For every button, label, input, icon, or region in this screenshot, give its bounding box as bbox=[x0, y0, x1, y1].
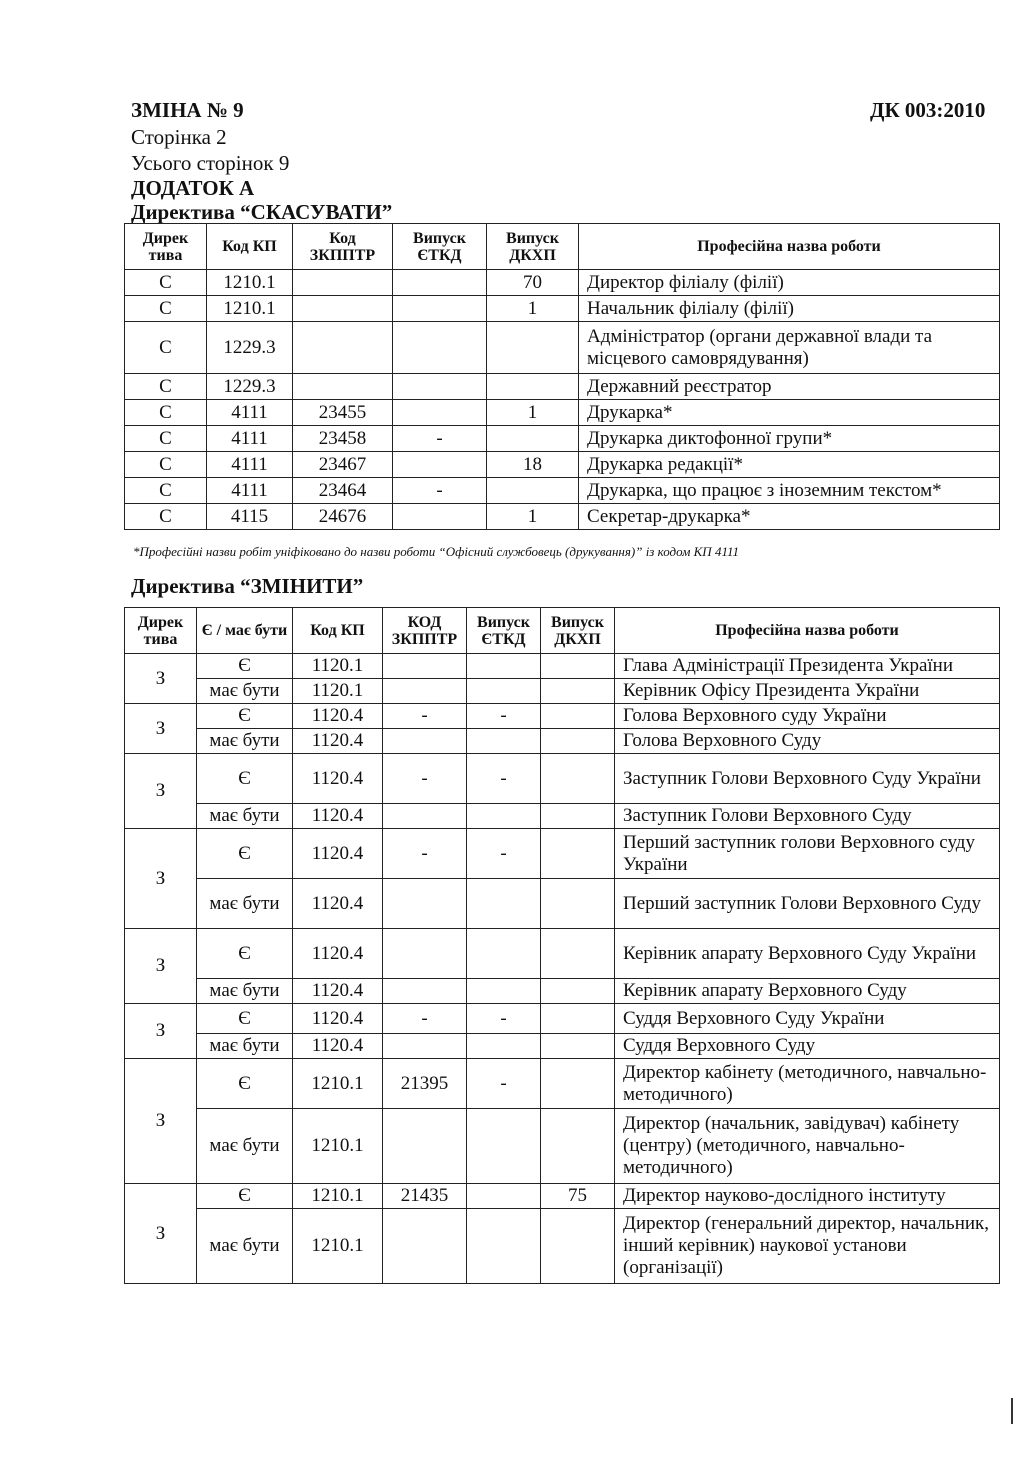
cell-vypusk-dkhp bbox=[541, 879, 615, 929]
cell-directive: С bbox=[125, 400, 207, 426]
cell-vypusk-dkhp bbox=[541, 979, 615, 1004]
cell-vypusk-dkhp bbox=[541, 754, 615, 804]
cell-kod-zkpptr bbox=[383, 654, 467, 679]
cell-vypusk-etkd: - bbox=[393, 478, 487, 504]
cell-kod-zkpptr bbox=[383, 1034, 467, 1059]
cell-vypusk-etkd bbox=[467, 979, 541, 1004]
cell-kod-zkpptr: 23458 bbox=[293, 426, 393, 452]
table-row bbox=[125, 804, 1000, 829]
table-row bbox=[125, 400, 1000, 426]
cell-vypusk-etkd bbox=[393, 452, 487, 478]
cell-vypusk-etkd: - bbox=[393, 426, 487, 452]
cell-kod-kp: 1120.4 bbox=[293, 704, 383, 729]
cell-vypusk-dkhp bbox=[487, 478, 579, 504]
table-row bbox=[125, 829, 1000, 879]
cell-kod-zkpptr bbox=[383, 929, 467, 979]
cell-profession-name: Директор кабінету (методичного, навчально-методичного) bbox=[615, 1059, 1000, 1109]
table-row bbox=[125, 426, 1000, 452]
document-code: ДК 003:2010 bbox=[870, 98, 986, 122]
cancel-footnote: *Професійні назви робіт уніфіковано до назви роботи “Офісний службовець (друкування)” із кодом КП 4111 bbox=[133, 544, 740, 559]
cell-vypusk-dkhp: 70 bbox=[487, 270, 579, 296]
cell-status: має бути bbox=[197, 1109, 293, 1184]
cell-directive: З bbox=[125, 704, 197, 754]
cell-kod-zkpptr: - bbox=[383, 1004, 467, 1034]
column-header-kod-zkpptr: КОД ЗКППТР bbox=[383, 608, 467, 654]
table-row bbox=[125, 374, 1000, 400]
cell-kod-kp: 1120.4 bbox=[293, 729, 383, 754]
cell-profession-name: Директор (генеральний директор, начальник, інший керівник) наукової установи (організації) bbox=[615, 1209, 1000, 1284]
cell-kod-zkpptr bbox=[293, 270, 393, 296]
cell-kod-zkpptr bbox=[293, 296, 393, 322]
cell-kod-zkpptr bbox=[383, 1109, 467, 1184]
cell-vypusk-etkd bbox=[393, 296, 487, 322]
cell-profession-name: Суддя Верховного Суду України bbox=[615, 1004, 1000, 1034]
table-row bbox=[125, 1034, 1000, 1059]
table-header-row bbox=[125, 224, 1000, 270]
cell-vypusk-dkhp bbox=[541, 1059, 615, 1109]
cell-directive: З bbox=[125, 754, 197, 829]
cell-vypusk-etkd bbox=[467, 929, 541, 979]
cell-kod-zkpptr: - bbox=[383, 704, 467, 729]
cell-kod-kp: 1120.4 bbox=[293, 879, 383, 929]
cell-vypusk-dkhp bbox=[541, 729, 615, 754]
column-header-directive: Дирек тива bbox=[125, 608, 197, 654]
table-row bbox=[125, 1059, 1000, 1109]
cell-vypusk-dkhp: 75 bbox=[541, 1184, 615, 1209]
cell-vypusk-dkhp: 1 bbox=[487, 296, 579, 322]
cell-kod-zkpptr bbox=[383, 679, 467, 704]
total-pages-line: Усього сторінок 9 bbox=[131, 151, 290, 175]
cell-profession-name: Глава Адміністрації Президента України bbox=[615, 654, 1000, 679]
cell-kod-kp: 4111 bbox=[207, 452, 293, 478]
cell-profession-name: Секретар-друкарка* bbox=[579, 504, 1000, 530]
cell-vypusk-dkhp bbox=[487, 426, 579, 452]
cell-kod-zkpptr bbox=[383, 729, 467, 754]
table-row bbox=[125, 1004, 1000, 1034]
cell-directive: З bbox=[125, 1059, 197, 1184]
column-header-is-should-be: Є / має бути bbox=[197, 608, 293, 654]
cell-kod-kp: 1120.4 bbox=[293, 829, 383, 879]
column-header-profession-name: Професійна назва роботи bbox=[579, 224, 1000, 270]
cell-vypusk-dkhp bbox=[541, 679, 615, 704]
table-row bbox=[125, 929, 1000, 979]
table-row bbox=[125, 504, 1000, 530]
column-header-kod-kp: Код КП bbox=[293, 608, 383, 654]
cell-kod-kp: 1120.4 bbox=[293, 1004, 383, 1034]
cell-kod-kp: 1120.4 bbox=[293, 979, 383, 1004]
table-row bbox=[125, 478, 1000, 504]
table-row bbox=[125, 729, 1000, 754]
cell-profession-name: Державний реєстратор bbox=[579, 374, 1000, 400]
column-header-kod-zkpptr: Код ЗКППТР bbox=[293, 224, 393, 270]
cell-kod-kp: 1120.4 bbox=[293, 929, 383, 979]
cell-vypusk-etkd bbox=[393, 374, 487, 400]
cell-profession-name: Адміністратор (органи державної влади та місцевого самоврядування) bbox=[579, 322, 1000, 374]
cell-kod-zkpptr bbox=[383, 979, 467, 1004]
column-header-vypusk-etkd: Випуск ЄТКД bbox=[467, 608, 541, 654]
cell-directive: З bbox=[125, 1184, 197, 1284]
cancel-directive-table bbox=[124, 223, 1000, 530]
cell-vypusk-etkd bbox=[467, 1209, 541, 1284]
table-row bbox=[125, 1184, 1000, 1209]
cell-vypusk-etkd bbox=[467, 804, 541, 829]
cell-kod-kp: 4115 bbox=[207, 504, 293, 530]
cell-status: має бути bbox=[197, 804, 293, 829]
cell-vypusk-etkd bbox=[467, 1034, 541, 1059]
cell-kod-kp: 1229.3 bbox=[207, 322, 293, 374]
cell-vypusk-dkhp bbox=[541, 654, 615, 679]
column-header-directive: Дирек тива bbox=[125, 224, 207, 270]
column-header-kod-kp: Код КП bbox=[207, 224, 293, 270]
column-header-vypusk-etkd: Випуск ЄТКД bbox=[393, 224, 487, 270]
table-row bbox=[125, 879, 1000, 929]
cell-kod-kp: 4111 bbox=[207, 478, 293, 504]
cell-status: Є bbox=[197, 929, 293, 979]
cell-vypusk-etkd bbox=[393, 400, 487, 426]
cell-vypusk-etkd bbox=[467, 879, 541, 929]
cell-kod-zkpptr bbox=[293, 374, 393, 400]
cell-kod-kp: 1120.1 bbox=[293, 679, 383, 704]
cell-profession-name: Директор (начальник, завідувач) кабінету (центру) (методичного, навчально-методичного) bbox=[615, 1109, 1000, 1184]
cell-vypusk-etkd bbox=[393, 504, 487, 530]
cell-profession-name: Керівник апарату Верховного Суду України bbox=[615, 929, 1000, 979]
cell-status: має бути bbox=[197, 979, 293, 1004]
cell-vypusk-etkd bbox=[467, 1109, 541, 1184]
cell-status: має бути bbox=[197, 729, 293, 754]
cell-kod-kp: 1210.1 bbox=[293, 1109, 383, 1184]
table-row bbox=[125, 296, 1000, 322]
change-table-body bbox=[125, 654, 1000, 1284]
cell-directive: З bbox=[125, 654, 197, 704]
cell-vypusk-etkd bbox=[467, 654, 541, 679]
cell-profession-name: Перший заступник Голови Верховного Суду bbox=[615, 879, 1000, 929]
cell-vypusk-etkd: - bbox=[467, 829, 541, 879]
appendix-title: ДОДАТОК А bbox=[131, 176, 255, 200]
cell-status: має бути bbox=[197, 1209, 293, 1284]
margin-mark bbox=[1011, 1398, 1013, 1424]
cell-status: має бути bbox=[197, 1034, 293, 1059]
cell-kod-zkpptr bbox=[383, 804, 467, 829]
cell-kod-zkpptr bbox=[383, 1209, 467, 1284]
cell-profession-name: Суддя Верховного Суду bbox=[615, 1034, 1000, 1059]
cell-status: Є bbox=[197, 1004, 293, 1034]
cancel-directive-title: Директива “СКАСУВАТИ” bbox=[131, 200, 393, 224]
cell-directive: С bbox=[125, 452, 207, 478]
table-row bbox=[125, 452, 1000, 478]
table-row bbox=[125, 979, 1000, 1004]
table-row bbox=[125, 1209, 1000, 1284]
table-header-row bbox=[125, 608, 1000, 654]
cell-vypusk-dkhp: 1 bbox=[487, 504, 579, 530]
cell-kod-kp: 1210.1 bbox=[293, 1184, 383, 1209]
cell-kod-zkpptr: 23464 bbox=[293, 478, 393, 504]
cell-kod-kp: 4111 bbox=[207, 400, 293, 426]
cell-vypusk-etkd: - bbox=[467, 1059, 541, 1109]
cell-kod-zkpptr: 24676 bbox=[293, 504, 393, 530]
cell-profession-name: Голова Верховного Суду bbox=[615, 729, 1000, 754]
cell-profession-name: Голова Верховного суду України bbox=[615, 704, 1000, 729]
cell-status: Є bbox=[197, 654, 293, 679]
cell-status: Є bbox=[197, 754, 293, 804]
cell-vypusk-dkhp bbox=[541, 804, 615, 829]
cell-directive: С bbox=[125, 426, 207, 452]
cell-vypusk-etkd: - bbox=[467, 704, 541, 729]
cell-kod-kp: 1229.3 bbox=[207, 374, 293, 400]
cell-profession-name: Керівник Офісу Президента України bbox=[615, 679, 1000, 704]
cell-status: має бути bbox=[197, 679, 293, 704]
cell-vypusk-etkd bbox=[467, 1184, 541, 1209]
cell-vypusk-etkd: - bbox=[467, 1004, 541, 1034]
cell-directive: С bbox=[125, 296, 207, 322]
cell-vypusk-dkhp bbox=[541, 1004, 615, 1034]
table-row bbox=[125, 679, 1000, 704]
cell-profession-name: Друкарка* bbox=[579, 400, 1000, 426]
change-directive-title: Директива “ЗМІНИТИ” bbox=[131, 574, 364, 598]
cell-kod-kp: 1210.1 bbox=[293, 1209, 383, 1284]
cell-profession-name: Перший заступник голови Верховного суду України bbox=[615, 829, 1000, 879]
cell-vypusk-dkhp bbox=[541, 1109, 615, 1184]
cell-status: Є bbox=[197, 829, 293, 879]
cell-vypusk-dkhp bbox=[487, 322, 579, 374]
cell-kod-kp: 1120.1 bbox=[293, 654, 383, 679]
table-row bbox=[125, 754, 1000, 804]
column-header-vypusk-dkhp: Випуск ДКХП bbox=[541, 608, 615, 654]
cell-kod-zkpptr: 23467 bbox=[293, 452, 393, 478]
cell-vypusk-dkhp bbox=[487, 374, 579, 400]
cell-kod-kp: 1210.1 bbox=[293, 1059, 383, 1109]
cell-vypusk-dkhp bbox=[541, 1034, 615, 1059]
column-header-vypusk-dkhp: Випуск ДКХП bbox=[487, 224, 579, 270]
cell-vypusk-etkd bbox=[467, 679, 541, 704]
cell-kod-kp: 1210.1 bbox=[207, 296, 293, 322]
cell-vypusk-etkd bbox=[393, 270, 487, 296]
cell-directive: З bbox=[125, 929, 197, 1004]
table-row bbox=[125, 270, 1000, 296]
cell-kod-zkpptr: 21395 bbox=[383, 1059, 467, 1109]
table-row bbox=[125, 704, 1000, 729]
cell-vypusk-dkhp: 18 bbox=[487, 452, 579, 478]
cell-status: Є bbox=[197, 704, 293, 729]
cell-directive: З bbox=[125, 1004, 197, 1059]
cell-vypusk-dkhp: 1 bbox=[487, 400, 579, 426]
cell-vypusk-etkd bbox=[393, 322, 487, 374]
table-row bbox=[125, 322, 1000, 374]
cell-vypusk-etkd: - bbox=[467, 754, 541, 804]
cell-profession-name: Заступник Голови Верховного Суду України bbox=[615, 754, 1000, 804]
cell-vypusk-dkhp bbox=[541, 704, 615, 729]
cell-directive: С bbox=[125, 478, 207, 504]
cell-kod-zkpptr: - bbox=[383, 754, 467, 804]
cell-vypusk-etkd bbox=[467, 729, 541, 754]
cell-kod-kp: 1120.4 bbox=[293, 1034, 383, 1059]
cell-vypusk-dkhp bbox=[541, 1209, 615, 1284]
cell-profession-name: Друкарка, що працює з іноземним текстом* bbox=[579, 478, 1000, 504]
cell-kod-zkpptr: 23455 bbox=[293, 400, 393, 426]
table-row bbox=[125, 654, 1000, 679]
cell-kod-kp: 1120.4 bbox=[293, 804, 383, 829]
cell-kod-zkpptr bbox=[383, 879, 467, 929]
cell-directive: С bbox=[125, 504, 207, 530]
cell-vypusk-dkhp bbox=[541, 829, 615, 879]
cell-kod-zkpptr: - bbox=[383, 829, 467, 879]
cell-profession-name: Заступник Голови Верховного Суду bbox=[615, 804, 1000, 829]
cell-kod-kp: 1210.1 bbox=[207, 270, 293, 296]
column-header-profession-name: Професійна назва роботи bbox=[615, 608, 1000, 654]
cell-profession-name: Друкарка редакції* bbox=[579, 452, 1000, 478]
cell-kod-kp: 1120.4 bbox=[293, 754, 383, 804]
cell-profession-name: Друкарка диктофонної групи* bbox=[579, 426, 1000, 452]
cell-status: Є bbox=[197, 1184, 293, 1209]
cell-status: має бути bbox=[197, 879, 293, 929]
cell-profession-name: Директор філіалу (філії) bbox=[579, 270, 1000, 296]
cell-kod-zkpptr bbox=[293, 322, 393, 374]
cell-profession-name: Начальник філіалу (філії) bbox=[579, 296, 1000, 322]
change-title: ЗМІНА № 9 bbox=[131, 98, 244, 122]
cell-profession-name: Керівник апарату Верховного Суду bbox=[615, 979, 1000, 1004]
cell-kod-kp: 4111 bbox=[207, 426, 293, 452]
cell-directive: С bbox=[125, 270, 207, 296]
page-number-line: Сторінка 2 bbox=[131, 125, 227, 149]
cell-status: Є bbox=[197, 1059, 293, 1109]
change-directive-table bbox=[124, 607, 1000, 1284]
cell-directive: З bbox=[125, 829, 197, 929]
cell-directive: С bbox=[125, 374, 207, 400]
cancel-table-body bbox=[125, 270, 1000, 530]
cell-vypusk-dkhp bbox=[541, 929, 615, 979]
cell-directive: С bbox=[125, 322, 207, 374]
cell-kod-zkpptr: 21435 bbox=[383, 1184, 467, 1209]
table-row bbox=[125, 1109, 1000, 1184]
cell-profession-name: Директор науково-дослідного інституту bbox=[615, 1184, 1000, 1209]
